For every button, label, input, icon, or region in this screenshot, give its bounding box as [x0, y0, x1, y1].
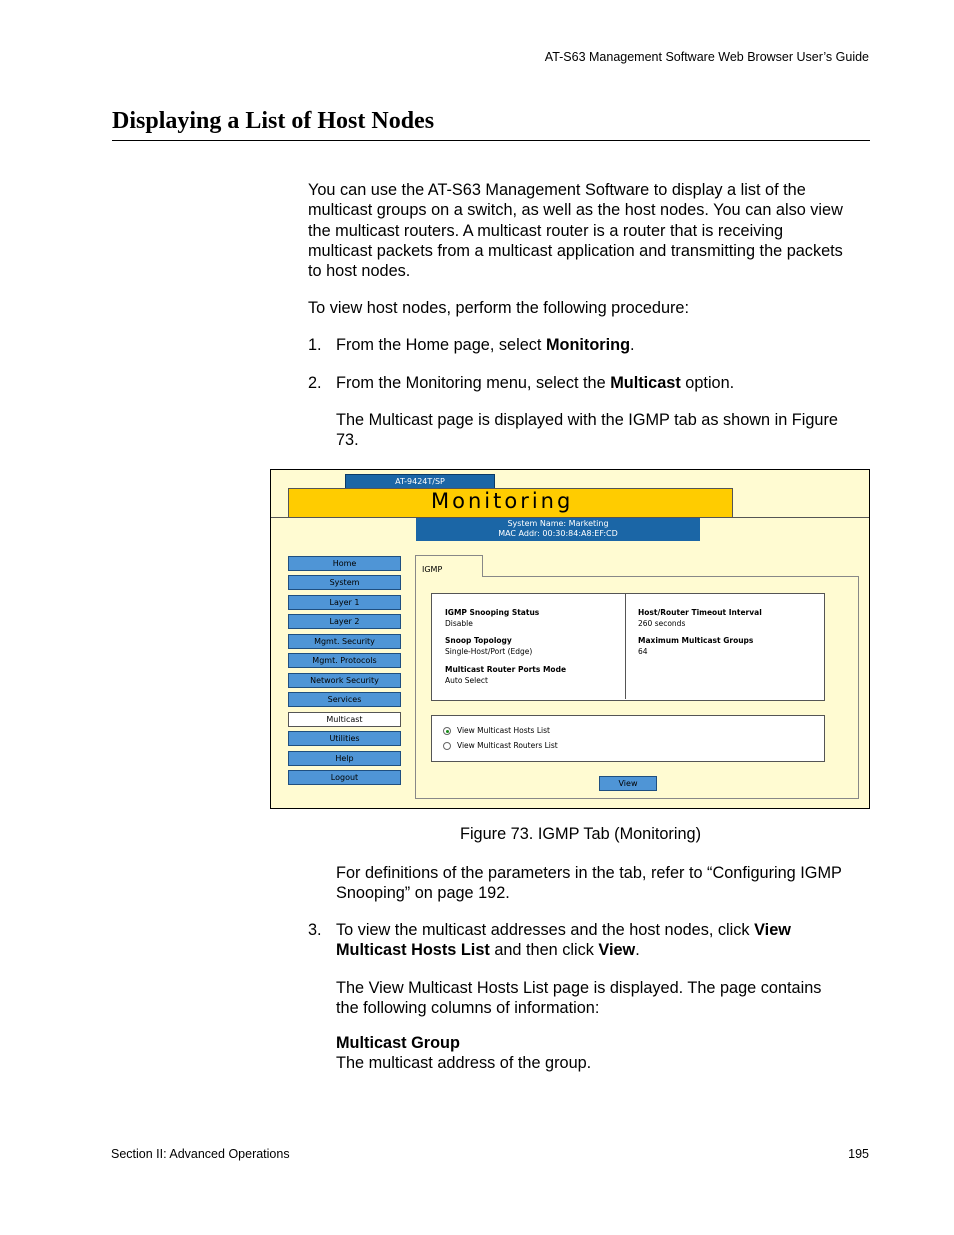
step-number: 2.	[308, 374, 322, 392]
figure-caption: Figure 73. IGMP Tab (Monitoring)	[460, 825, 702, 843]
settings-divider	[625, 593, 626, 699]
switch-model-label: AT-9424T/SP	[345, 474, 495, 490]
definition-entry	[336, 1033, 873, 1074]
title-rule	[112, 140, 870, 141]
step-3-note: The View Multicast Hosts List page is displayed. The page contains the following columns of information:	[336, 979, 822, 1018]
page-number: 195	[848, 1147, 869, 1161]
snooping-status-value: Disable	[445, 619, 473, 628]
timeout-interval-value: 260 seconds	[638, 619, 686, 628]
router-ports-mode-label: Multicast Router Ports Mode	[445, 665, 567, 674]
nav-logout-button[interactable]: Logout	[288, 770, 401, 785]
step-number: 3.	[308, 921, 322, 939]
step-2-note: The Multicast page is displayed with the IGMP tab as shown in Figure 73.	[336, 411, 838, 450]
nav-mgmt-protocols-button[interactable]: Mgmt. Protocols	[288, 653, 401, 668]
step-3: To view the multicast addresses and the host nodes, click View Multicast Hosts List and then click View.	[336, 921, 791, 960]
radio-hosts-list[interactable]	[443, 727, 451, 735]
footer-section: Section II: Advanced Operations	[111, 1147, 290, 1161]
option-hosts-label: View Multicast Hosts List	[457, 726, 550, 735]
banner-title: Monitoring	[431, 489, 574, 513]
nav-utilities-button[interactable]: Utilities	[288, 731, 401, 746]
view-button[interactable]: View	[599, 776, 657, 791]
nav-services-button[interactable]: Services	[288, 692, 401, 707]
step-number: 1.	[308, 336, 322, 354]
definition-text: The multicast address of the group.	[336, 1054, 592, 1073]
radio-routers-list[interactable]	[443, 742, 451, 750]
definitions-note: For definitions of the parameters in the tab, refer to “Configuring IGMP Snooping” on page 192.	[336, 864, 842, 903]
intro-line: the multicast routers. A multicast router is a router that is receiving	[308, 221, 784, 240]
tab-igmp[interactable]: IGMP	[415, 555, 483, 577]
igmp-screenshot	[270, 469, 870, 809]
mac-address: MAC Addr: 00:30:84:A8:EF:CD	[498, 529, 618, 538]
section-title: Displaying a List of Host Nodes	[112, 108, 435, 134]
running-header: AT-S63 Management Software Web Browser User’s Guide	[544, 50, 869, 64]
nav-layer1-button[interactable]: Layer 1	[288, 595, 401, 610]
timeout-interval-label: Host/Router Timeout Interval	[638, 608, 762, 617]
nav-multicast-button[interactable]: Multicast	[288, 712, 401, 727]
nav-home-button[interactable]: Home	[288, 556, 401, 571]
nav-system-button[interactable]: System	[288, 575, 401, 590]
router-ports-mode-value: Auto Select	[445, 676, 488, 685]
system-name: System Name: Marketing	[507, 519, 609, 528]
nav-network-security-button[interactable]: Network Security	[288, 673, 401, 688]
menu-name: Monitoring	[545, 336, 631, 354]
intro-line: to host nodes.	[308, 262, 411, 281]
snooping-status-label: IGMP Snooping Status	[445, 608, 540, 617]
procedure-intro: To view host nodes, perform the following procedure:	[308, 299, 690, 317]
system-info-box	[416, 518, 700, 541]
nav-layer2-button[interactable]: Layer 2	[288, 614, 401, 629]
view-options-box	[431, 715, 825, 762]
step-2: From the Monitoring menu, select the Multicast option.	[336, 374, 735, 392]
snoop-topology-value: Single-Host/Port (Edge)	[445, 647, 533, 656]
intro-line: multicast groups on a switch, as well as the host nodes. You can also view	[308, 201, 843, 220]
step-1: From the Home page, select Monitoring.	[336, 336, 635, 354]
intro-line: multicast packets from a multicast application and transmitting the packets	[308, 241, 843, 260]
nav-mgmt-security-button[interactable]: Mgmt. Security	[288, 634, 401, 649]
definition-term: Multicast Group	[336, 1034, 460, 1052]
max-groups-value: 64	[638, 647, 648, 656]
intro-line: You can use the AT-S63 Management Software to display a list of the	[308, 181, 806, 199]
max-groups-label: Maximum Multicast Groups	[638, 636, 754, 645]
option-name: Multicast	[610, 374, 681, 392]
intro-paragraph	[308, 180, 873, 281]
snoop-topology-label: Snoop Topology	[445, 636, 512, 645]
nav-help-button[interactable]: Help	[288, 751, 401, 766]
option-routers-label: View Multicast Routers List	[457, 741, 558, 750]
